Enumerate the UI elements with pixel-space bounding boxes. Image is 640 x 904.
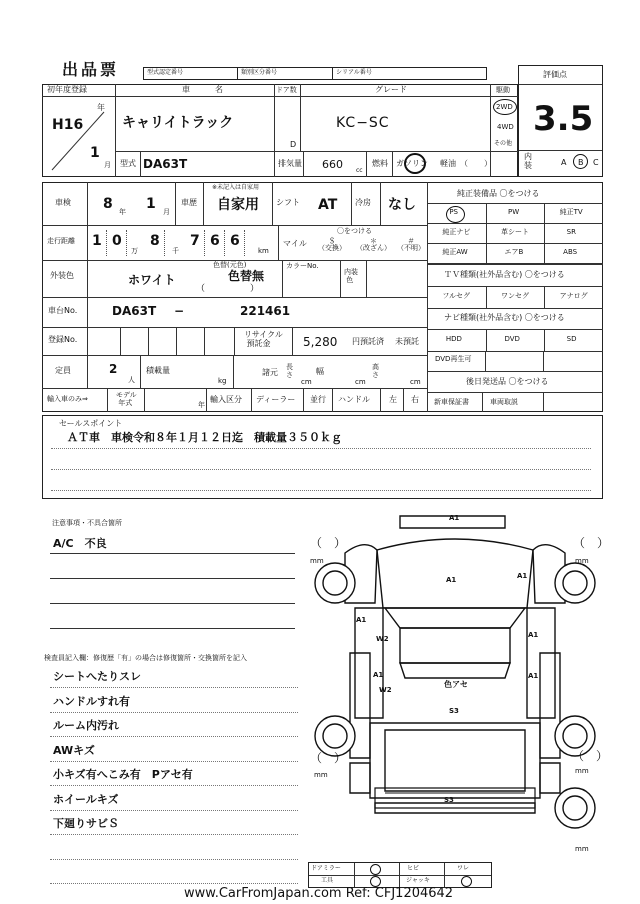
mileage-digit: 6 [230,233,240,249]
equipment-option: フルセグ [442,292,471,300]
inspector-item: 小キズ有へこみ有 Pアセ有 [53,768,193,781]
inspector-item: ハンドルすれ有 [53,694,130,708]
sales-point-text: ＡＴ車 車検令和８年１月１２日迄 積載量３５０ｋｇ [67,431,342,444]
shaken-year-unit: 年 [119,208,126,216]
interior-b-circle [573,154,588,169]
fuel-diesel: 軽油 [440,159,456,168]
mark-door-left-w2: W2 [376,635,389,643]
bracket-fr: （ ） [573,536,610,550]
mileage-label: 走行距離 [47,237,75,245]
inspector-list [50,668,300,888]
equipment-option: アナログ [559,292,588,300]
mark-rear-right: A1 [528,672,539,680]
handle-label: ハンドル [338,395,370,404]
import-dealer: ディーラー [256,395,296,404]
history-note: ※未記入は自家用 [212,184,260,191]
fuel-label: 燃料 [372,159,388,168]
model-label: 型式 [120,159,136,168]
navi-title: ナビ種類(社外品含む) 〇をつける [444,313,565,322]
caution-item-1: A/C 不良 [53,537,107,550]
bracket-rl: （ ） [310,751,347,765]
vehicle-diagram [305,508,605,898]
navi-options [427,329,603,351]
disp-label: 排気量 [278,159,302,168]
mileage-digit: 0 [112,233,122,249]
doors-label: ドア数 [276,86,297,94]
fuel-other: （ ） [460,159,492,168]
capacity-value: 2 [109,362,118,376]
equipment-option: 純正ナビ [442,228,471,236]
mileage-km: km [258,247,269,255]
legend-tools: 工具 [321,877,334,884]
regno-label: 登録No. [48,335,78,344]
length-char: 長 さ [286,363,293,379]
class-label: 類別区分番号 [241,69,278,76]
legend-crack: ヒビ [407,865,420,872]
disp-unit: cc [356,167,363,174]
mark-door-left: A1 [356,616,367,624]
sales-point-label: セールスポイント [59,419,123,428]
year-unit: 年 [97,103,105,112]
bracket-rr: （ ） [572,749,609,763]
mile-circle-note: 〇をつける [337,227,372,235]
mile-opt-tampered: ＊ （改ざん） [356,237,391,252]
drive-label: 駆動 [496,86,510,94]
inspector-item: AWキズ [53,743,95,757]
inspector-item: ルーム内汚れ [53,719,119,732]
inspector-item: シートへたりスレ [53,670,141,683]
shaken-month-unit: 月 [163,208,170,216]
equipment-option: ワンセグ [501,292,529,300]
load-label: 積載量 [146,366,170,375]
manual: 車両取説 [490,398,518,406]
chassis-label: 車台No. [48,306,78,315]
carname-label: 車 名 [182,85,226,94]
first-reg-label: 初年度登録 [47,85,87,94]
equipment-option: HDD [445,335,462,343]
drive-2wd-circle [493,99,517,115]
equipment-option: PW [508,208,520,216]
score-value: 3.5 [533,99,594,139]
caution-label: 注意事項・不具合箇所 [52,519,122,527]
mark-fender-right: A1 [517,572,528,580]
equipment-option: SD [566,335,577,343]
handle-right: 右 [411,395,419,404]
mile-opt-unknown: ＃ （不明） [397,237,425,252]
capacity-label: 定員 [55,366,71,375]
mark-rear-left-w2: W2 [379,686,392,694]
mm-fl: mm [310,557,324,565]
handle-left: 左 [389,395,397,404]
mileage-digit: 7 [190,233,200,249]
first-reg-month: 1 [90,145,100,161]
displacement: 660 [322,158,343,171]
legend-jack: ジャッキ [406,877,430,884]
class-field [237,67,333,80]
mirror-circle [370,864,381,875]
mark-rear-left: A1 [373,671,384,679]
mm-fr: mm [575,557,589,565]
color-value: ホワイト [128,273,176,287]
recycle-amount: 5,280 [303,335,338,349]
history-label: 車歴 [181,198,197,207]
equipment-option: 純正AW [442,248,468,256]
ac-value: なし [388,197,416,213]
equipment-option: PS [449,208,458,216]
fuel-gasoline: ガソリン [396,159,428,168]
serial-label: シリアル番号 [336,69,372,76]
mileage-digits [90,230,270,256]
mileage-digit: 6 [210,233,220,249]
drive-2wd: 2WD [496,103,513,111]
mm-rr: mm [575,767,589,775]
length-unit: cm [301,378,312,386]
capacity-unit: 人 [128,376,135,384]
drive-4wd: 4WD [497,123,514,131]
grade-label: グレード [375,85,407,94]
inspector-item: 下廻りサビＳ [53,817,119,830]
color-paren: （ ） [196,284,260,294]
chassis-dash: − [174,304,185,318]
mark-rear: S3 [444,796,454,804]
mileage-sen: 千 [172,247,179,255]
load-unit: kg [218,377,227,385]
serial-field [332,67,487,80]
legend-warp: ワレ [457,865,470,872]
interior-b: B [578,158,584,167]
shaken-year: 8 [103,196,113,212]
mile-label: マイル [283,239,307,248]
interior-c: C [593,158,599,167]
model-cert-label: 型式認定番号 [147,69,184,76]
width-label: 幅 [316,367,324,376]
warranty-book: 新車保証書 [434,398,469,406]
bracket-fl: （ ） [310,536,347,550]
model-code: DA63T [143,157,188,171]
equipment-option: 純正TV [559,208,583,216]
equipment-option: SR [566,228,576,236]
recycle-label: リサイクル 預託金 [244,330,283,348]
form-title: 出品票 [62,60,120,79]
equipment-option: エアB [504,248,524,256]
inspector-label: 検査員記入欄：修復歴「有」の場合は修復箇所・交換箇所を記入 [44,654,247,662]
jack-circle [461,876,472,887]
watermark: www.CarFromJapan.com Ref: CFJ1204642 [184,886,454,901]
mark-front: A1 [449,514,460,522]
history-value: 自家用 [217,197,259,213]
fuel-gasoline-circle [404,153,426,174]
import-label: 輸入車のみ⇒ [47,395,88,403]
model-cert-field [143,67,238,80]
width-unit: cm [355,378,366,386]
equipment-option: DVD [504,335,520,343]
mileage-man: 万 [131,247,138,255]
equipment-option: ABS [563,248,578,256]
drive-other: その他 [494,140,513,147]
color-change-value: 色替無 [228,269,265,283]
shaken-month: 1 [146,196,156,212]
car-name: キャリイトラック [122,115,234,131]
interior-label: 内 装 [524,152,532,170]
model-year-label: モデル 年式 [116,391,137,407]
tv-title: ＴＶ種類(社外品含む) 〇をつける [444,270,565,279]
import-parallel: 並行 [310,395,326,404]
sales-point-section [42,415,603,499]
import-cat-label: 輸入区分 [210,395,242,404]
tv-options [427,286,603,308]
mileage-digit: 8 [150,233,160,249]
color-label: 外装色 [50,271,74,280]
mark-color-fade: 色アセ [444,680,468,689]
mark-door-right: A1 [528,631,539,639]
score-box [518,65,603,177]
interior-a: A [561,158,567,167]
month-unit: 月 [104,161,111,169]
mileage-digit: 1 [92,233,102,249]
ps-circle [446,206,465,223]
import-year-unit: 年 [198,401,205,409]
score-label: 評価点 [543,70,567,79]
shift-label: シフト [276,198,300,207]
chassis-prefix: DA63T [112,304,157,318]
legend-box [308,862,492,888]
mile-opt-exchange: ＄ （交換） [318,237,346,252]
equipment-option: 革シート [501,228,529,236]
ac-label: 冷房 [355,198,371,207]
legend-door-mirror: ドアミラー [311,865,341,872]
door-d: D [290,140,297,149]
color-change-label: 色替(元色) [213,261,247,269]
mark-hood: A1 [446,576,457,584]
inspector-item: ホイールキズ [53,792,119,806]
mark-bed: S3 [449,707,459,715]
dims-label: 諸元 [262,368,278,377]
chassis-number: 221461 [240,304,291,318]
shaken-label: 車検 [55,198,71,207]
mm-spare: mm [575,845,589,853]
grade-value: KC−SC [336,115,390,131]
recycle-unpaid: 未預託 [395,337,419,346]
dvd-playback: DVD再生可 [435,355,472,363]
equipment-title: 純正装備品 〇をつける [457,189,540,198]
mm-rl: mm [314,771,328,779]
first-reg-year: H16 [52,117,84,133]
int-color-label: 内装 色 [344,268,358,285]
retrofit-title: 後日発送品 〇をつける [466,377,549,386]
recycle-paid: 円預託済 [352,337,384,346]
height-unit: cm [410,378,421,386]
colorno-label: カラーNo. [286,262,319,270]
height-char: 高 さ [372,363,379,379]
shift-value: AT [318,197,338,213]
